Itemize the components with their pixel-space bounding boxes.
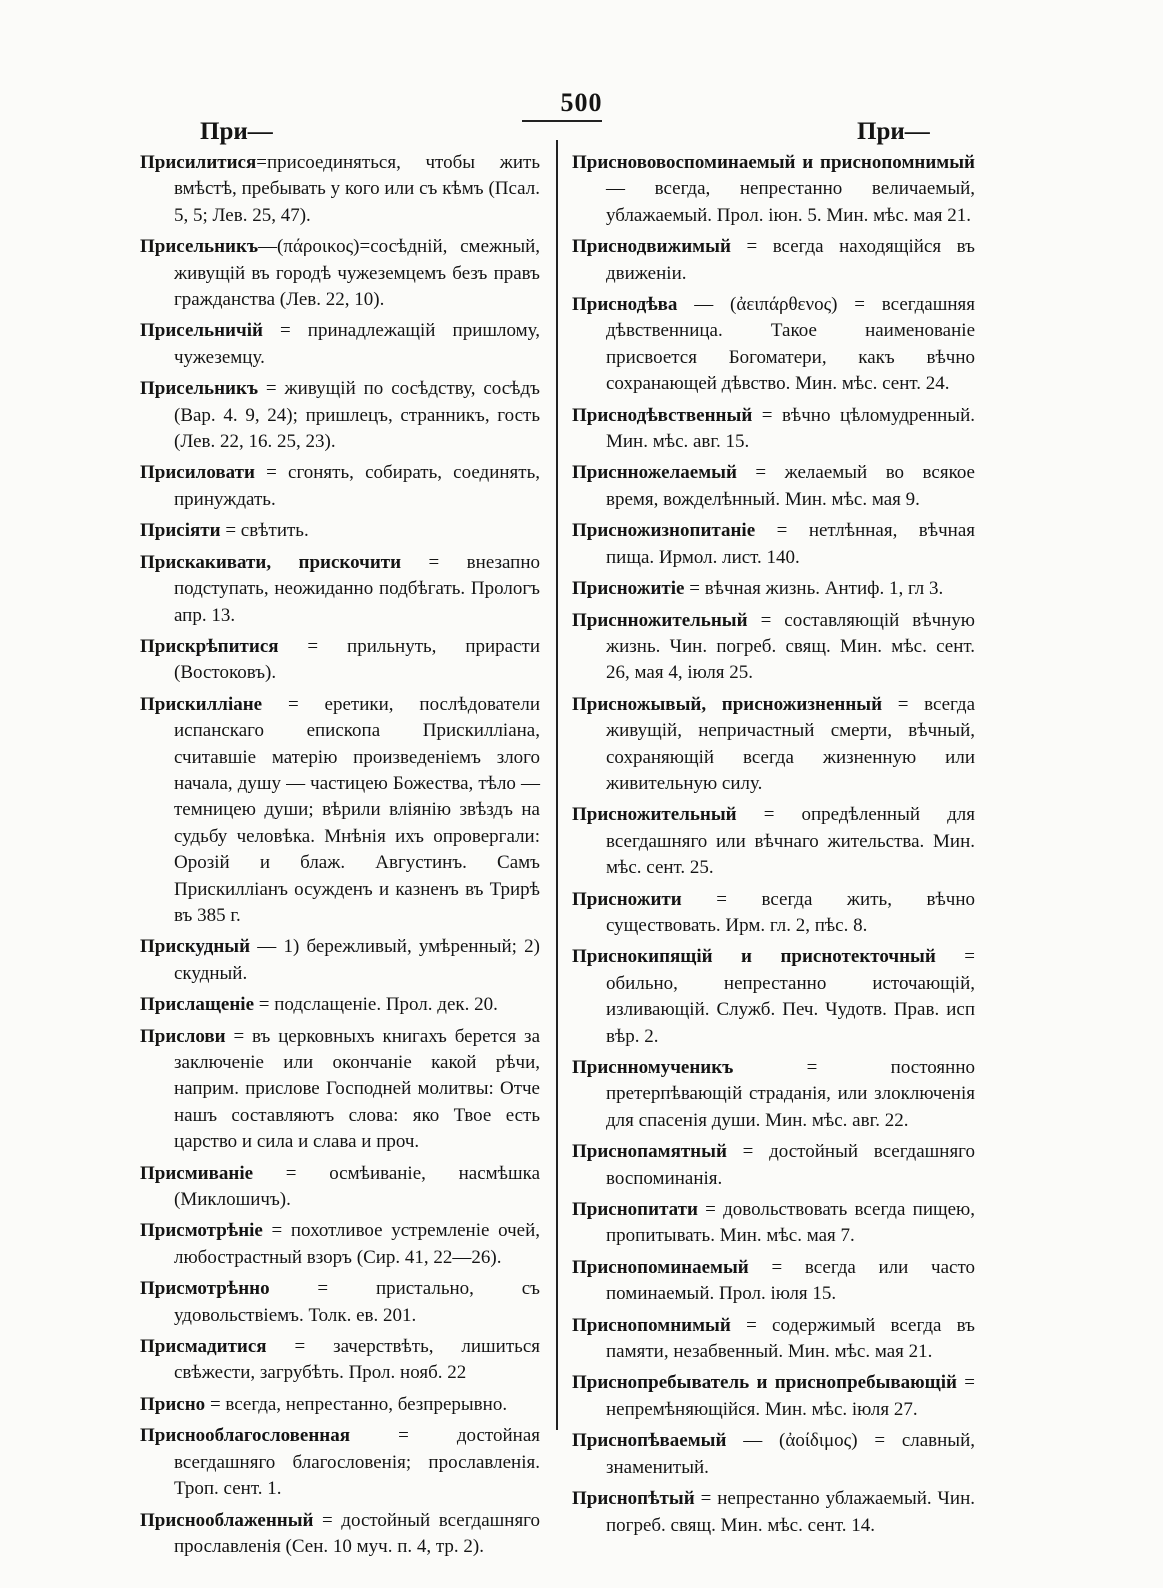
entry-headword: Прискилліане [140, 693, 263, 715]
entry-definition: — (ἀοίδιμος) = славный, знаменитый. [606, 1430, 975, 1478]
dictionary-entry [140, 460, 540, 513]
dictionary-entry [572, 887, 975, 940]
entry-headword: Приснопребыватель и приснопребывающій [572, 1372, 957, 1394]
dictionary-entry [572, 1428, 975, 1481]
dictionary-entry [140, 150, 540, 229]
entry-definition: = нетлѣнная, вѣчная пища. Ирмол. лист. 140. [606, 520, 975, 568]
dictionary-entry [572, 292, 975, 398]
entry-definition: = всегда живущій, непричастный смерти, вѣчный, сохраняющій всегда жизненную или живительную силу. [606, 693, 976, 794]
entry-headword: Приснопитати [572, 1199, 698, 1221]
entry-headword: Приснодѣвственный [572, 404, 753, 426]
entry-definition: = зачерствѣть, лишиться свѣжести, загрубѣть. Прол. нояб. 22 [174, 1336, 540, 1384]
entry-definition: = прильнуть, прирасти (Востоковъ). [174, 635, 540, 684]
entry-headword: Присножывый, присножизненный [572, 693, 883, 715]
entry-headword: Приснопамятный [572, 1141, 727, 1163]
dictionary-entry [140, 1276, 540, 1329]
entry-headword: Присножитіе [572, 578, 685, 600]
entry-headword: Приснокипящій и приснотекточный [572, 946, 936, 968]
dictionary-entry [140, 318, 540, 371]
dictionary-entry [140, 1423, 540, 1502]
left-running-head: При— [200, 118, 273, 145]
dictionary-entry [572, 1139, 975, 1192]
entry-headword: Присножити [572, 888, 682, 910]
entry-headword: Присмотрѣнно [140, 1278, 270, 1300]
right-column [572, 150, 975, 1544]
dictionary-entry [140, 1024, 540, 1156]
entry-headword: Приснодвижимый [572, 236, 731, 258]
entry-definition: = вѣчная жизнь. Антиф. 1, гл 3. [684, 578, 944, 600]
entry-definition: —(πάροικος)=сосѣдній, смежный, живущій въ городѣ чужеземцемъ безъ правъ гражданства (Лев. 22, 10). [174, 236, 540, 311]
entry-definition: = достойный всегдашняго воспоминанія. [606, 1141, 975, 1189]
entry-definition: = достойный всегдашняго прославленія (Сен. 10 муч. п. 4, тр. 2). [174, 1509, 540, 1557]
entry-definition: = постоянно претерпѣвающій страданія, или злоключенія для спасенія души. Мин. мѣс. авг. 22. [606, 1057, 975, 1131]
dictionary-entry [140, 1334, 540, 1387]
entry-definition: = сгонять, собирать, соединять, принуждать. [174, 462, 540, 510]
dictionary-entry [572, 1370, 975, 1423]
dictionary-entry [572, 944, 975, 1050]
entry-definition: = непрестанно ублажаемый. Чин. погреб. свящ. Мин. мѣс. сент. 14. [606, 1488, 975, 1536]
entry-definition: = желаемый во всякое время, вожделѣнный. Мин. мѣс. мая 9. [606, 462, 975, 510]
entry-definition: = свѣтить. [220, 520, 309, 542]
entry-headword: Присмадитися [140, 1336, 267, 1358]
page-number-rule [522, 120, 602, 122]
entry-definition: =присоединяться, чтобы жить вмѣстѣ, пребывать у кого или съ кѣмъ (Псал. 5, 5; Лев. 25, 47). [174, 152, 540, 226]
dictionary-entry [572, 460, 975, 513]
entry-headword: Прискудный [140, 936, 251, 958]
entry-headword: Приснопоминаемый [572, 1256, 749, 1278]
dictionary-entry [572, 403, 975, 456]
entry-headword: Приснопомнимый [572, 1314, 731, 1336]
entry-definition: = всегда или часто поминаемый. Прол. іюля 15. [606, 1256, 975, 1305]
page-number: 500 [560, 88, 603, 117]
entry-definition: = составляющій вѣчную жизнь. Чин. погреб. свящ. Мин. мѣс. сент. 26, мая 4, іюля 25. [606, 609, 975, 684]
left-column [140, 150, 540, 1565]
entry-definition: = въ церковныхъ книгахъ берется за заключеніе или окончаніе какой рѣчи, наприм. прислове Господней молитвы: Отче нашъ составляютъ слова: яко Твое есть царство и сила и слава и проч. [174, 1025, 540, 1153]
right-running-head: При— [857, 118, 930, 145]
dictionary-entry [140, 234, 540, 313]
entry-definition: = всегда, непрестанно, безпрерывно. [205, 1393, 508, 1415]
dictionary-entry [140, 376, 540, 455]
dictionary-entry [572, 1055, 975, 1134]
entry-headword: Присельникъ [140, 378, 259, 400]
entry-definition: = опредѣленный для всегдашняго или вѣчнаго жительства. Мин. мѣс. сент. 25. [606, 804, 975, 879]
entry-headword: Прислови [140, 1025, 226, 1047]
entry-definition: = осмѣиваніе, насмѣшка (Миклошичъ). [174, 1162, 540, 1211]
dictionary-entry [140, 634, 540, 687]
entry-definition: — всегда, непрестанно величаемый, ублажаемый. Прол. іюн. 5. Мин. мѣс. мая 21. [606, 178, 975, 226]
entry-headword: Присельничій [140, 320, 263, 342]
dictionary-entry [140, 1392, 540, 1418]
entry-definition: = всегда находящійся въ движеніи. [606, 236, 975, 284]
dictionary-entry [572, 1255, 975, 1308]
entry-headword: Присно [140, 1393, 206, 1415]
entry-headword: Приснномученикъ [572, 1057, 734, 1078]
entry-headword: Приснооблагословенная [140, 1425, 351, 1447]
entry-headword: Присилитися [140, 152, 257, 173]
entry-headword: Присіяти [140, 520, 221, 542]
entry-definition: = вѣчно цѣломудренный. Мин. мѣс. авг. 15. [606, 404, 975, 453]
entry-definition: = довольствовать всегда пищею, пропитывать. Мин. мѣс. мая 7. [606, 1199, 975, 1247]
entry-headword: Присельникъ [140, 236, 259, 258]
entry-headword: Приснововоспоминаемый и приснопомнимый [572, 152, 975, 173]
dictionary-entry [140, 1161, 540, 1214]
dictionary-entry [140, 550, 540, 629]
dictionary-entry [572, 234, 975, 287]
entry-definition: = живущій по сосѣдству, сосѣдъ (Вар. 4. 9, 24); пришлецъ, странникъ, гость (Лев. 22, 16. 25, 23). [174, 378, 540, 453]
dictionary-entry [140, 934, 540, 987]
dictionary-entry [140, 518, 540, 544]
entry-headword: Прискрѣпитися [140, 635, 279, 657]
entry-headword: Прискакивати, прискочити [140, 551, 402, 573]
entry-headword: Присиловати [140, 462, 255, 484]
entry-headword: Приснопѣтый [572, 1488, 695, 1510]
dictionary-entry [572, 576, 975, 602]
entry-definition: = непремѣняющійся. Мин. мѣс. іюля 27. [606, 1372, 975, 1420]
dictionary-entry [572, 608, 975, 687]
column-divider [556, 140, 558, 1430]
entry-definition: = достойная всегдашняго благословенія; прославленія. Троп. сент. 1. [174, 1425, 540, 1500]
entry-headword: Приснножительный [572, 609, 748, 631]
dictionary-entry [140, 1218, 540, 1271]
entry-headword: Присножизнопитаніе [572, 520, 756, 542]
dictionary-entry [572, 692, 975, 798]
entry-definition: = похотливое устремленіе очей, любострастный взоръ (Сир. 41, 22—26). [174, 1220, 540, 1268]
entry-definition: — (ἀειπάρθενος) = всегдашняя дѣвственница. Такое наименованіе присвоется Богоматери, какъ вѣчно сохранающей дѣвство. Мин. мѣс. сент. 24. [606, 294, 975, 395]
entry-headword: Присмиваніе [140, 1162, 254, 1184]
entry-definition: = обильно, непрестанно источающій, изливающій. Служб. Печ. Чудотв. Прав. исп вѣр. 2. [606, 946, 975, 1047]
dictionary-entry [572, 1313, 975, 1366]
dictionary-entry [572, 518, 975, 571]
entry-definition: = принадлежащій пришлому, чужеземцу. [174, 320, 540, 368]
dictionary-entry [140, 992, 540, 1018]
dictionary-entry [572, 150, 975, 229]
entry-headword: Прислащеніе [140, 994, 255, 1016]
entry-headword: Приснооблаженный [140, 1509, 314, 1531]
entry-headword: Приснодѣва [572, 294, 678, 316]
entry-definition: = пристально, съ удовольствіемъ. Толк. ев. 201. [174, 1278, 540, 1326]
entry-headword: Приснножелаемый [572, 462, 737, 484]
entry-definition: — 1) бережливый, умѣренный; 2) скудный. [174, 936, 540, 984]
dictionary-entry [572, 802, 975, 881]
entry-headword: Присмотрѣніе [140, 1220, 263, 1242]
entry-definition: = внезапно подступать, неожиданно подбѣгать. Прологъ апр. 13. [174, 551, 541, 626]
entry-definition: = содержимый всегда въ памяти, незабвенный. Мин. мѣс. мая 21. [606, 1314, 975, 1363]
entry-definition: = еретики, послѣдователи испанскаго епископа Прискилліана, считавшіе матерію произведеніемъ злого начала, душу — частицею Божества, тѣло — темницею души; вѣрили вліянію звѣздъ на судьбу человѣка. Мнѣнія ихъ опровергали: Орозій и блаж. Августинъ. Самъ Прискилліанъ осужденъ и казненъ въ Трирѣ въ 385 г. [174, 693, 540, 926]
dictionary-entry [140, 692, 540, 930]
dictionary-entry [572, 1486, 975, 1539]
entry-definition: = всегда жить, вѣчно существовать. Ирм. гл. 2, пѣс. 8. [606, 888, 975, 936]
dictionary-entry [572, 1197, 975, 1250]
dictionary-entry [140, 1508, 540, 1561]
entry-definition: = подслащеніе. Прол. дек. 20. [254, 994, 498, 1016]
entry-headword: Приснопѣваемый [572, 1430, 727, 1452]
entry-headword: Присножительный [572, 804, 737, 826]
